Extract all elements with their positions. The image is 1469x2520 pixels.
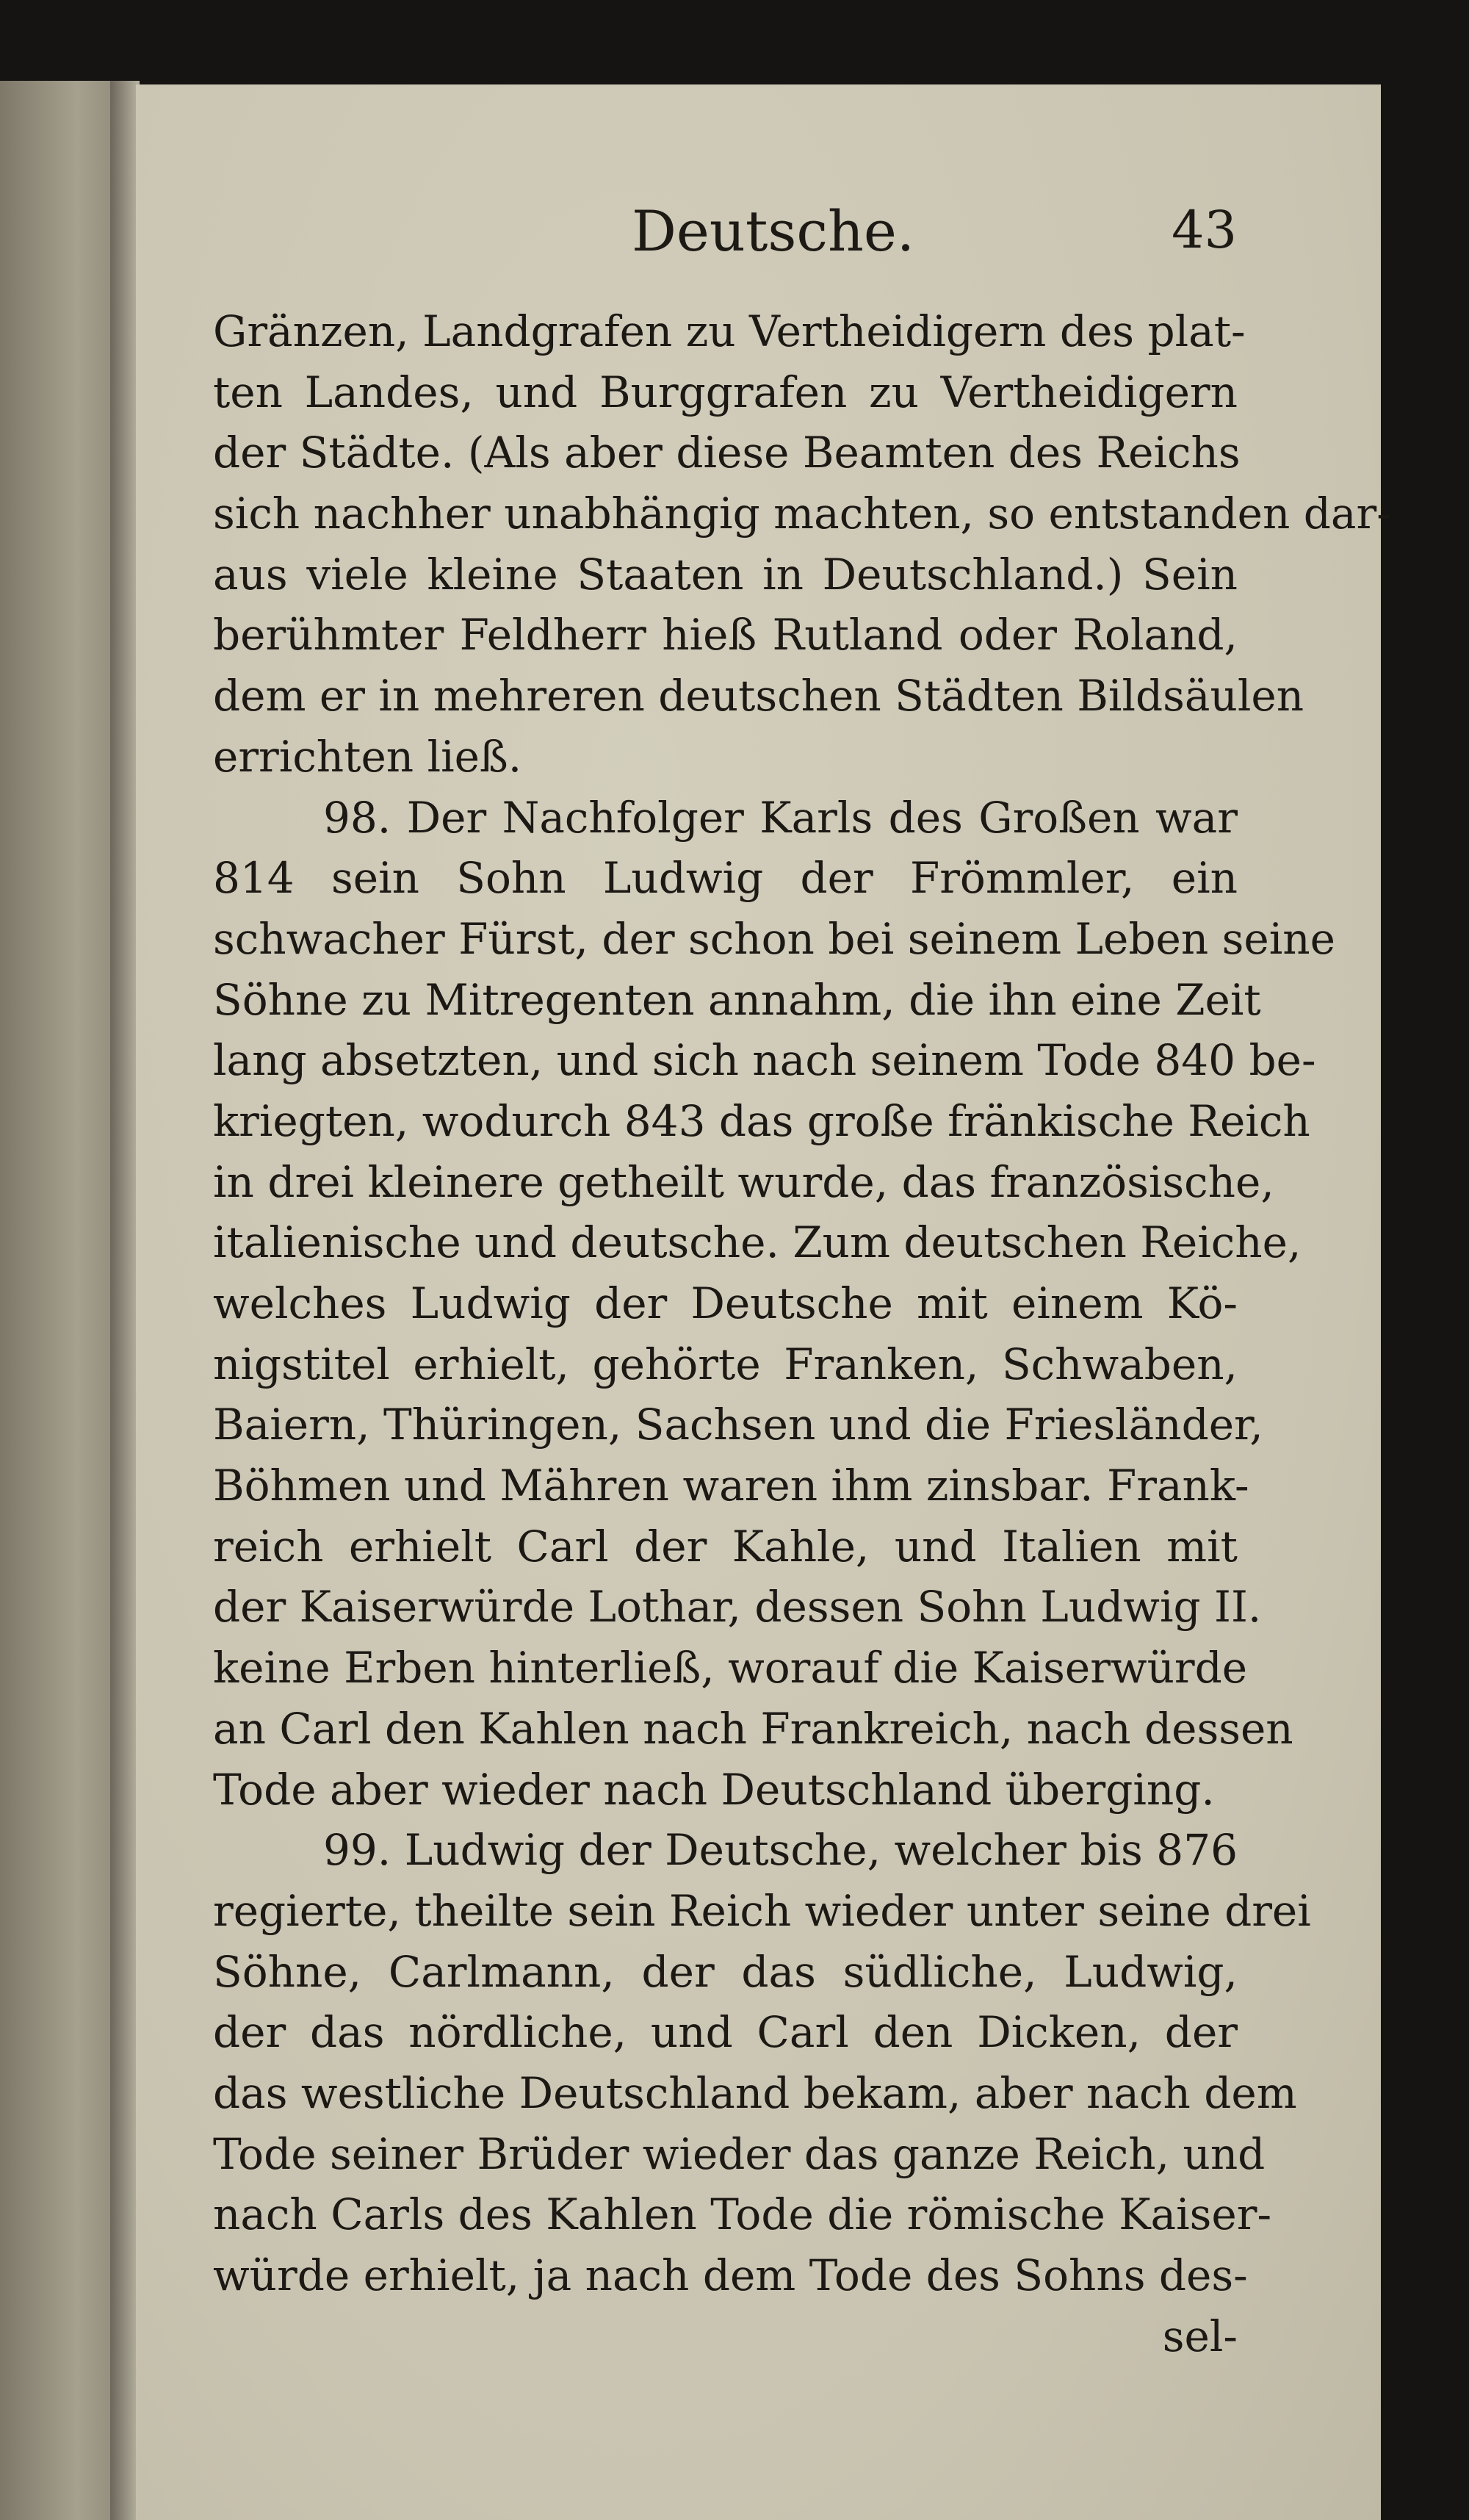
text-line: würde erhielt, ja nach dem Tode des Sohns des- xyxy=(213,2250,1248,2300)
book-gutter xyxy=(110,81,140,2520)
text-line: schwacher Fürst, der schon bei seinem Leben seine xyxy=(213,913,1335,964)
text-line: reich erhielt Carl der Kahle, und Italien mit xyxy=(213,1521,1238,1572)
text-line: Tode aber wieder nach Deutschland überging. xyxy=(213,1764,1215,1815)
text-line: Gränzen, Landgrafen zu Vertheidigern des plat- xyxy=(213,306,1246,356)
text-line: berühmter Feldherr hieß Rutland oder Roland, xyxy=(213,610,1238,660)
text-line: lang absetzten, und sich nach seinem Tode 840 be- xyxy=(213,1035,1316,1086)
text-line: das westliche Deutschland bekam, aber nach dem xyxy=(213,2067,1297,2118)
text-line: Baiern, Thüringen, Sachsen und die Friesländer, xyxy=(213,1400,1263,1450)
text-line: der Kaiserwürde Lothar, dessen Sohn Ludwig II. xyxy=(213,1582,1262,1632)
text-line: sich nachher unabhängig machten, so entstanden dar- xyxy=(213,489,1391,539)
previous-page-edge xyxy=(0,81,129,2520)
text-line: 99. Ludwig der Deutsche, welcher bis 876 xyxy=(323,1825,1238,1876)
text-line: aus viele kleine Staaten in Deutschland.) Sein xyxy=(213,549,1238,600)
text-line: sel- xyxy=(1162,2311,1238,2361)
text-line: der Städte. (Als aber diese Beamten des Reichs xyxy=(213,428,1241,478)
text-line: 814 sein Sohn Ludwig der Frömmler, ein xyxy=(213,853,1238,904)
text-line: nach Carls des Kahlen Tode die römische Kaiser- xyxy=(213,2189,1272,2240)
text-line: welches Ludwig der Deutsche mit einem Kö- xyxy=(213,1278,1238,1328)
text-line: kriegten, wodurch 843 das große fränkische Reich xyxy=(213,1095,1310,1146)
text-line: der das nördliche, und Carl den Dicken, der xyxy=(213,2007,1238,2058)
text-line: 98. Der Nachfolger Karls des Großen war xyxy=(323,792,1238,843)
text-line: Böhmen und Mähren waren ihm zinsbar. Frank- xyxy=(213,1461,1249,1511)
page-number: 43 xyxy=(1172,200,1238,260)
text-line: an Carl den Kahlen nach Frankreich, nach dessen xyxy=(213,1703,1293,1754)
text-line: regierte, theilte sein Reich wieder unter seine drei xyxy=(213,1885,1311,1936)
text-line: Tode seiner Brüder wieder das ganze Reich, und xyxy=(213,2128,1266,2179)
text-line: ten Landes, und Burggrafen zu Vertheidigern xyxy=(213,367,1238,417)
text-line: keine Erben hinterließ, worauf die Kaiserwürde xyxy=(213,1643,1248,1693)
text-line: nigstitel erhielt, gehörte Franken, Schwaben, xyxy=(213,1339,1238,1389)
text-line: dem er in mehreren deutschen Städten Bildsäulen xyxy=(213,671,1304,721)
text-line: in drei kleinere getheilt wurde, das französische, xyxy=(213,1156,1274,1207)
text-line: italienische und deutsche. Zum deutschen Reiche, xyxy=(213,1217,1302,1268)
text-line: errichten ließ. xyxy=(213,731,522,782)
running-header: Deutsche. xyxy=(632,198,915,264)
text-line: Söhne, Carlmann, der das südliche, Ludwig, xyxy=(213,1946,1238,1997)
text-line: Söhne zu Mitregenten annahm, die ihn eine Zeit xyxy=(213,974,1261,1025)
page-body-text xyxy=(213,301,1391,2366)
